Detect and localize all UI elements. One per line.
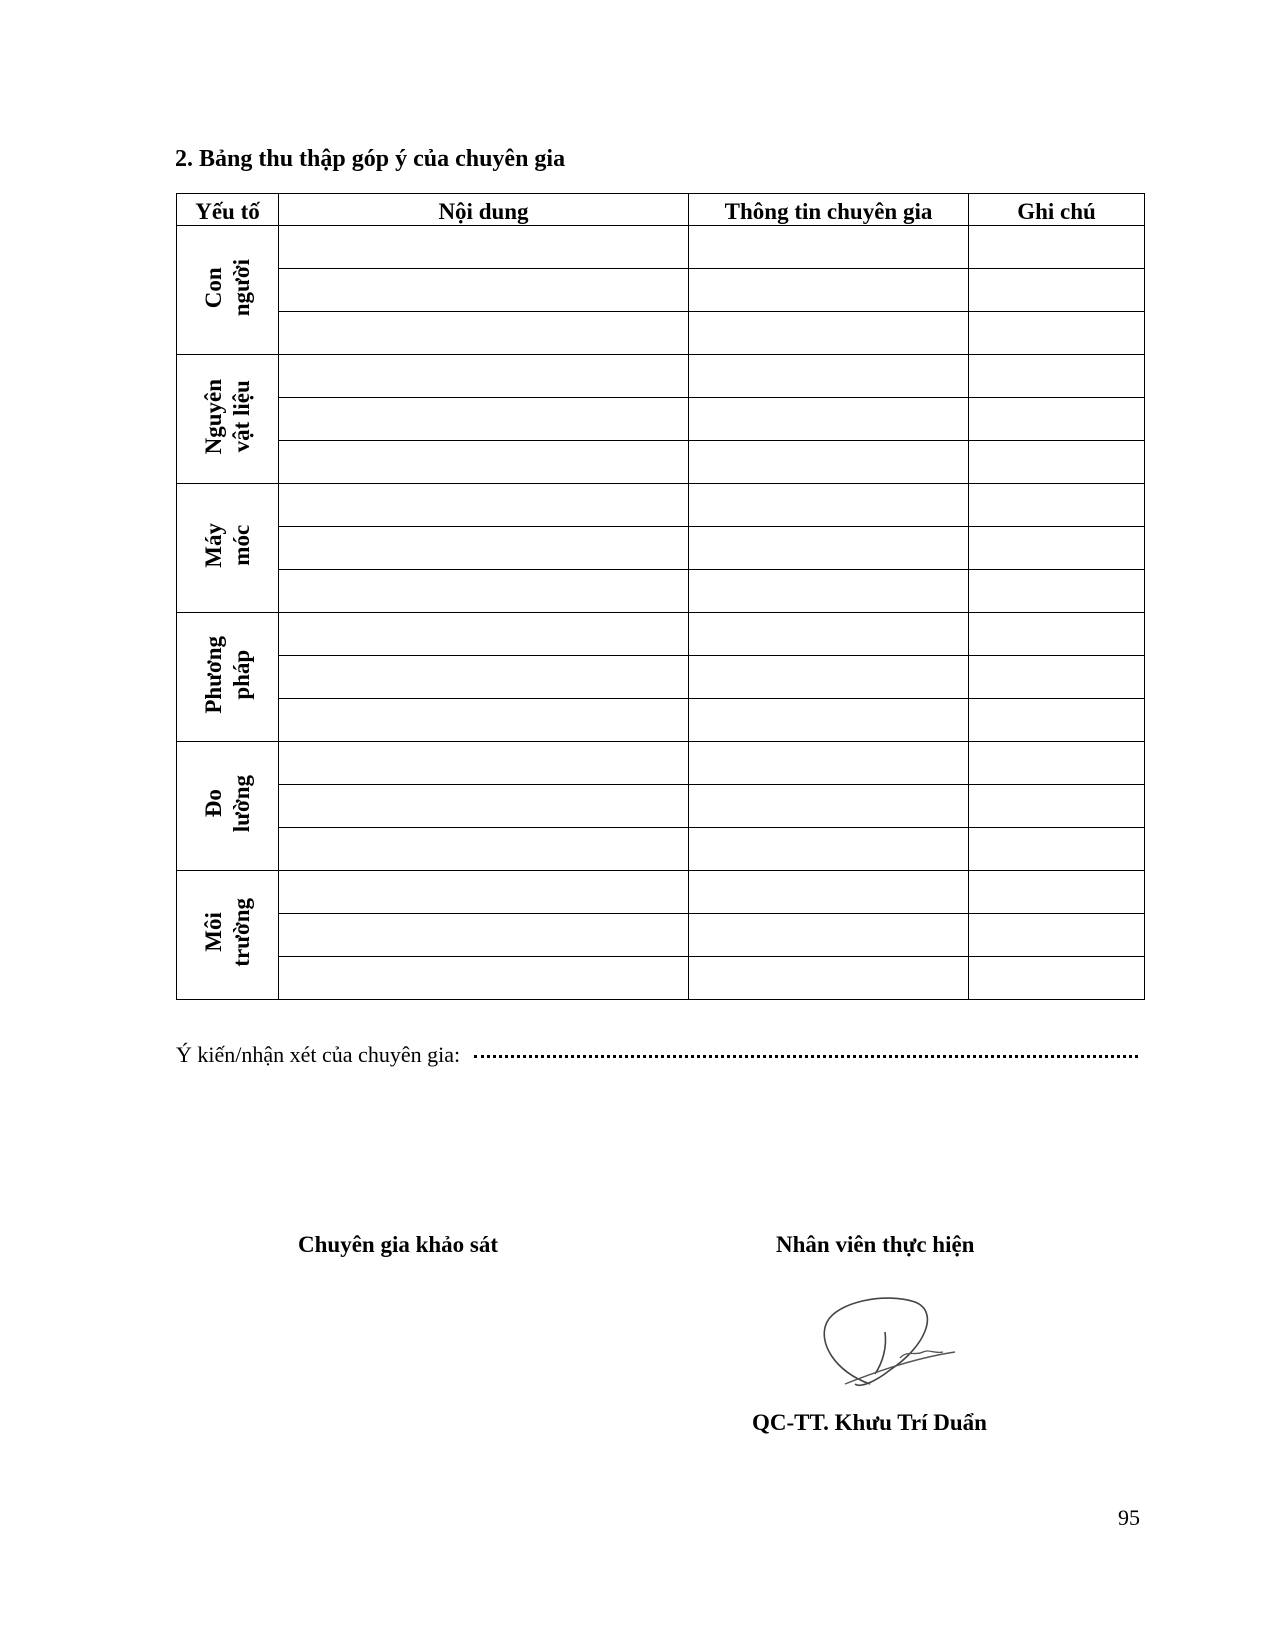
expert-info-cell[interactable] xyxy=(689,828,969,871)
content-cell[interactable] xyxy=(279,957,689,1000)
header-factor: Yếu tố xyxy=(177,194,279,226)
comment-line[interactable] xyxy=(176,1128,1138,1154)
factor-cell xyxy=(177,613,279,742)
note-cell[interactable] xyxy=(969,914,1145,957)
staff-signature-title: Nhân viên thực hiện xyxy=(776,1232,975,1257)
header-note: Ghi chú xyxy=(969,194,1145,226)
note-cell[interactable] xyxy=(969,484,1145,527)
content-cell[interactable] xyxy=(279,871,689,914)
comment-line[interactable] xyxy=(176,1180,1138,1206)
content-cell[interactable] xyxy=(279,613,689,656)
note-cell[interactable] xyxy=(969,957,1145,1000)
content-cell[interactable] xyxy=(279,656,689,699)
content-cell[interactable] xyxy=(279,484,689,527)
factor-label: Môi trường xyxy=(200,898,254,967)
expert-info-cell[interactable] xyxy=(689,613,969,656)
note-cell[interactable] xyxy=(969,269,1145,312)
expert-info-cell[interactable] xyxy=(689,957,969,1000)
handwritten-signature xyxy=(815,1292,965,1397)
table-row xyxy=(177,226,1145,269)
expert-info-cell[interactable] xyxy=(689,312,969,355)
note-cell[interactable] xyxy=(969,871,1145,914)
note-cell[interactable] xyxy=(969,613,1145,656)
content-cell[interactable] xyxy=(279,269,689,312)
content-cell[interactable] xyxy=(279,312,689,355)
table-row xyxy=(177,656,1145,699)
expert-info-cell[interactable] xyxy=(689,226,969,269)
factor-label: Đo lường xyxy=(200,774,254,833)
content-cell[interactable] xyxy=(279,398,689,441)
comment-line[interactable] xyxy=(176,1042,1138,1068)
table-row xyxy=(177,785,1145,828)
content-cell[interactable] xyxy=(279,570,689,613)
expert-info-cell[interactable] xyxy=(689,785,969,828)
content-cell[interactable] xyxy=(279,441,689,484)
factor-cell xyxy=(177,226,279,355)
factor-label: Máy móc xyxy=(200,523,254,568)
note-cell[interactable] xyxy=(969,828,1145,871)
content-cell[interactable] xyxy=(279,914,689,957)
expert-info-cell[interactable] xyxy=(689,484,969,527)
note-cell[interactable] xyxy=(969,441,1145,484)
content-cell[interactable] xyxy=(279,742,689,785)
expert-info-cell[interactable] xyxy=(689,527,969,570)
content-cell[interactable] xyxy=(279,226,689,269)
table-row xyxy=(177,484,1145,527)
table-row xyxy=(177,570,1145,613)
expert-info-cell[interactable] xyxy=(689,441,969,484)
table-row xyxy=(177,269,1145,312)
content-cell[interactable] xyxy=(279,828,689,871)
page-number: 95 xyxy=(1118,1505,1140,1530)
table-row xyxy=(177,914,1145,957)
comment-line[interactable] xyxy=(176,1076,1138,1102)
table-header-row xyxy=(177,194,1145,226)
note-cell[interactable] xyxy=(969,656,1145,699)
header-content: Nội dung xyxy=(279,194,689,226)
table-row xyxy=(177,312,1145,355)
expert-info-cell[interactable] xyxy=(689,742,969,785)
content-cell[interactable] xyxy=(279,527,689,570)
note-cell[interactable] xyxy=(969,699,1145,742)
table-row xyxy=(177,742,1145,785)
expert-info-cell[interactable] xyxy=(689,699,969,742)
expert-feedback-table xyxy=(176,193,1145,1000)
expert-info-cell[interactable] xyxy=(689,398,969,441)
content-cell[interactable] xyxy=(279,785,689,828)
factor-cell xyxy=(177,484,279,613)
table-row xyxy=(177,613,1145,656)
factor-label: Phương pháp xyxy=(200,635,254,714)
table-row xyxy=(177,871,1145,914)
expert-info-cell[interactable] xyxy=(689,914,969,957)
content-cell[interactable] xyxy=(279,699,689,742)
table-row xyxy=(177,441,1145,484)
expert-info-cell[interactable] xyxy=(689,871,969,914)
expert-info-cell[interactable] xyxy=(689,269,969,312)
staff-name: QC-TT. Khưu Trí Duẩn xyxy=(752,1410,987,1435)
note-cell[interactable] xyxy=(969,742,1145,785)
expert-signature-title: Chuyên gia khảo sát xyxy=(298,1232,499,1257)
note-cell[interactable] xyxy=(969,570,1145,613)
factor-label: Nguyên vật liệu xyxy=(200,378,254,455)
table-row xyxy=(177,398,1145,441)
table-row xyxy=(177,828,1145,871)
note-cell[interactable] xyxy=(969,398,1145,441)
header-expert-info: Thông tin chuyên gia xyxy=(689,194,969,226)
expert-info-cell[interactable] xyxy=(689,570,969,613)
table-row xyxy=(177,355,1145,398)
note-cell[interactable] xyxy=(969,226,1145,269)
table-row xyxy=(177,957,1145,1000)
factor-label: Con người xyxy=(200,258,254,317)
factor-cell xyxy=(177,355,279,484)
content-cell[interactable] xyxy=(279,355,689,398)
table-row xyxy=(177,527,1145,570)
factor-cell xyxy=(177,742,279,871)
expert-info-cell[interactable] xyxy=(689,355,969,398)
note-cell[interactable] xyxy=(969,312,1145,355)
expert-info-cell[interactable] xyxy=(689,656,969,699)
dotted-fill-line xyxy=(474,1055,1138,1058)
section-heading: 2. Bảng thu thập góp ý của chuyên gia xyxy=(175,146,566,172)
factor-cell xyxy=(177,871,279,1000)
table-row xyxy=(177,699,1145,742)
note-cell[interactable] xyxy=(969,527,1145,570)
note-cell[interactable] xyxy=(969,785,1145,828)
note-cell[interactable] xyxy=(969,355,1145,398)
comment-label: Ý kiến/nhận xét của chuyên gia: xyxy=(176,1042,461,1067)
